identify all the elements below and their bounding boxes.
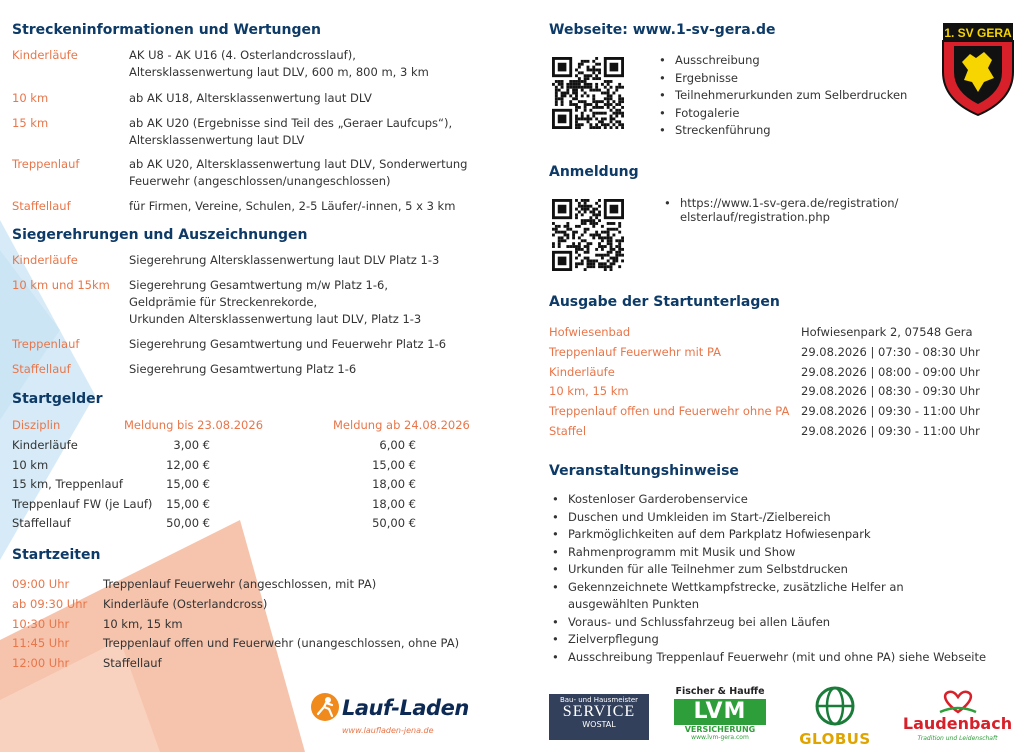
qr-code-website[interactable] [552, 57, 624, 129]
website-list-item[interactable]: • Teilnehmerurkunden zum Selberdrucken [657, 87, 907, 105]
runner-icon [310, 692, 340, 722]
streckeninfo-label: 15 km [12, 116, 49, 130]
laudenbach-tagline: Tradition und Leidenschaft [917, 735, 998, 742]
ausgabe-value: 29.08.2026 | 07:30 - 08:30 Uhr [801, 344, 980, 359]
fee-late: 18,00 € [372, 496, 416, 511]
streckeninfo-label: 10 km [12, 91, 49, 105]
website-list-item[interactable]: • Ausschreibung [657, 52, 907, 70]
anmeldung-heading: Anmeldung [549, 164, 639, 180]
fee-late: 15,00 € [372, 457, 416, 472]
siegerehrung-text: Geldprämie für Streckenrekorde, [129, 295, 318, 309]
hearts-icon [938, 688, 978, 714]
hinweise-heading: Veranstaltungshinweise [549, 463, 739, 479]
hinweis-item: • Kostenloser Garderobenservice [550, 491, 986, 509]
sponsor-lvm-logo [674, 686, 766, 746]
hinweis-item: • Rahmenprogramm mit Musik und Show [550, 544, 986, 562]
fee-early: 15,00 € [166, 496, 210, 511]
siegerehrung-text: Siegerehrung Gesamtwertung m/w Platz 1-6, [129, 278, 388, 292]
ausgabe-value: 29.08.2026 | 09:30 - 11:00 Uhr [801, 424, 980, 438]
siegerehrung-text: Siegerehrung Gesamtwertung und Feuerwehr Platz 1-6 [129, 337, 447, 351]
fee-early: 3,00 € [173, 438, 210, 452]
service-line3: WOSTAL [582, 720, 616, 729]
streckeninfo-text: Feuerwehr (angeschlossen/unangeschlossen) [129, 174, 391, 188]
ausgabe-label: Hofwiesenbad [549, 325, 631, 339]
ausgabe-value: 29.08.2026 | 09:30 - 11:00 Uhr [801, 404, 980, 419]
ausgabe-value: 29.08.2026 | 08:30 - 09:30 Uhr [801, 384, 980, 399]
fee-early: 50,00 € [166, 516, 210, 531]
fee-early: 12,00 € [166, 457, 210, 472]
hinweis-item: • Parkmöglichkeiten auf dem Parkplatz Hofwiesenpark [550, 526, 986, 544]
ausgabe-label: Treppenlauf offen und Feuerwehr ohne PA [549, 404, 790, 419]
fee-late: 18,00 € [372, 477, 416, 492]
qr-code-registration[interactable] [552, 199, 624, 271]
col-header-early: Meldung bis 23.08.2026 [124, 418, 264, 432]
streckeninfo-text: ab AK U20 (Ergebnisse sind Teil des „Geraer Laufcups“), [129, 116, 453, 130]
streckeninfo-text: für Firmen, Vereine, Schulen, 2-5 Läufer/-innen, 5 x 3 km [129, 199, 456, 213]
laufladen-name: Lauf-Laden [342, 696, 469, 720]
ausgabe-value: 29.08.2026 | 08:00 - 09:00 Uhr [801, 364, 980, 379]
startgelder-heading: Startgelder [12, 391, 103, 407]
ausgabe-label: Staffel [549, 424, 587, 438]
siegerehrungen-heading: Siegerehrungen und Auszeichnungen [12, 227, 308, 243]
sponsor-laudenbach-logo [900, 688, 1015, 748]
siegerehrung-label: Kinderläufe [12, 253, 78, 267]
fee-discipline: 10 km [12, 457, 49, 472]
start-event: Treppenlauf offen und Feuerwehr (unangeschlossen, ohne PA) [103, 636, 460, 651]
website-list-item[interactable]: • Ergebnisse [657, 70, 907, 88]
website-list-item[interactable]: • Fotogalerie [657, 105, 907, 123]
lvm-sub: VERSICHERUNG [684, 725, 756, 734]
hinweis-item: • Gekennzeichnete Wettkampfstrecke, zusätzliche Helfer an [550, 579, 986, 597]
club-shield-logo [942, 22, 1014, 116]
streckeninfo-text: ab AK U20, Altersklassenwertung laut DLV, Sonderwertung [129, 157, 468, 171]
streckeninfo-text: Altersklassenwertung laut DLV [129, 133, 305, 147]
registration-url-line-2[interactable]: elsterlauf/registration.php [680, 210, 830, 224]
hinweis-item: • Duschen und Umkleiden im Start-/Zielbereich [550, 509, 986, 527]
streckeninfo-label: Treppenlauf [12, 157, 80, 171]
start-time: 10:30 Uhr [12, 616, 70, 631]
streckeninfo-heading: Streckeninformationen und Wertungen [12, 22, 321, 38]
siegerehrung-text: Siegerehrung Gesamtwertung Platz 1-6 [129, 362, 357, 376]
fee-late: 6,00 € [379, 438, 416, 452]
website-list-item[interactable]: • Streckenführung [657, 122, 907, 140]
ausgabe-label: Treppenlauf Feuerwehr mit PA [549, 344, 722, 359]
siegerehrung-label: Staffellauf [12, 362, 71, 376]
webseite-list [657, 52, 907, 140]
start-event: Kinderläufe (Osterlandcross) [103, 596, 268, 611]
anmeldung-link[interactable] [662, 196, 898, 224]
service-line2: SERVICE [562, 703, 636, 720]
ausgabe-heading: Ausgabe der Startunterlagen [549, 294, 780, 310]
hinweis-item: ausgewählten Punkten [568, 597, 700, 611]
siegerehrung-label: Treppenlauf [12, 337, 80, 351]
start-time: 11:45 Uhr [12, 636, 70, 651]
club-shield-text: 1. SV GERA [944, 26, 1012, 40]
start-event: 10 km, 15 km [103, 616, 183, 631]
registration-url-line-1[interactable]: https://www.1-sv-gera.de/registration/ [680, 196, 899, 210]
laufladen-logo [308, 690, 468, 740]
streckeninfo-label: Kinderläufe [12, 48, 78, 62]
hinweis-item: • Ausschreibung Treppenlauf Feuerwehr (mit und ohne PA) siehe Webseite [550, 649, 986, 667]
siegerehrung-label: 10 km und 15km [12, 278, 110, 292]
hinweis-item: • Urkunden für alle Teilnehmer zum Selbstdrucken [550, 561, 986, 579]
hinweise-list [550, 491, 986, 666]
lvm-url: www.lvm-gera.com [691, 734, 749, 741]
service-line1: Bau- und Hausmeister [559, 696, 639, 704]
startzeiten-heading: Startzeiten [12, 547, 101, 563]
globe-icon [815, 686, 855, 726]
ausgabe-label: 10 km, 15 km [549, 384, 629, 399]
globus-name: GLOBUS [799, 730, 871, 748]
streckeninfo-text: AK U8 - AK U16 (4. Osterlandcrosslauf), [129, 48, 356, 62]
hinweis-item: • Voraus- und Schlussfahrzeug bei allen Läufen [550, 614, 986, 632]
sponsor-globus-logo [792, 686, 878, 748]
col-header-late: Meldung ab 24.08.2026 [333, 418, 470, 432]
laudenbach-name: Laudenbach [902, 714, 1013, 733]
start-time: 12:00 Uhr [12, 656, 70, 671]
streckeninfo-text: ab AK U18, Altersklassenwertung laut DLV [129, 91, 372, 105]
siegerehrung-text: Urkunden Altersklassenwertung laut DLV, Platz 1-3 [129, 312, 422, 326]
fee-discipline: 15 km, Treppenlauf [12, 477, 123, 492]
fee-early: 15,00 € [166, 477, 210, 492]
start-event: Staffellauf [103, 656, 162, 671]
start-time: ab 09:30 Uhr [12, 596, 88, 611]
start-event: Treppenlauf Feuerwehr (angeschlossen, mit PA) [103, 577, 377, 591]
ausgabe-label: Kinderläufe [549, 364, 615, 379]
col-header-disziplin: Disziplin [12, 418, 61, 432]
sponsor-service-wostal-logo [549, 694, 649, 740]
ausgabe-value: Hofwiesenpark 2, 07548 Gera [801, 325, 973, 339]
lvm-top-text: Fischer & Hauffe [675, 686, 765, 697]
hinweis-item: • Zielverpflegung [550, 631, 986, 649]
webseite-heading: Webseite: www.1-sv-gera.de [549, 22, 776, 38]
siegerehrung-text: Siegerehrung Altersklassenwertung laut DLV Platz 1-3 [129, 253, 440, 267]
fee-discipline: Kinderläufe [12, 438, 78, 452]
fee-late: 50,00 € [372, 516, 416, 531]
start-time: 09:00 Uhr [12, 577, 70, 591]
streckeninfo-text: Altersklassenwertung laut DLV, 600 m, 800 m, 3 km [129, 65, 429, 79]
fee-discipline: Staffellauf [12, 516, 71, 531]
fee-discipline: Treppenlauf FW (je Lauf) [12, 496, 153, 511]
lvm-mark: LVM [693, 699, 747, 724]
streckeninfo-label: Staffellauf [12, 199, 71, 213]
laufladen-url[interactable]: www.laufladen-jena.de [342, 726, 434, 735]
